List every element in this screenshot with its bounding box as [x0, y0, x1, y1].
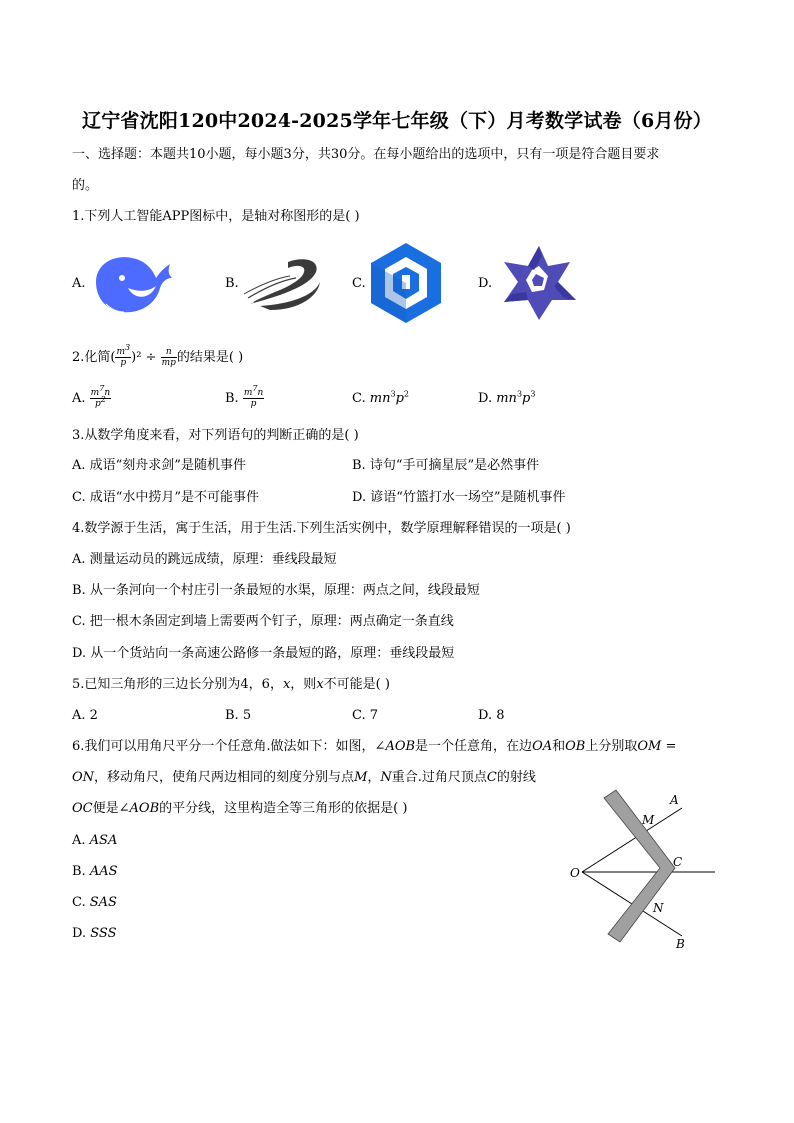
q5-option-a: A. 2 — [72, 708, 98, 723]
q3-option-a: A. 成语“刻舟求剑”是随机事件 — [72, 458, 246, 473]
q2-c-expr2: p — [395, 391, 404, 406]
q5-stem-pre: 5.已知三角形的三边长分别为4，6， — [72, 677, 283, 692]
page-title: 辽宁省沈阳120中2024-2025学年七年级（下）月考数学试卷（6月份） — [82, 110, 712, 132]
q2-a-den: p — [94, 399, 101, 409]
q3-option-d: D. 谚语“竹篮打水一场空”是随机事件 — [352, 490, 566, 505]
q6-line2 — [72, 770, 536, 786]
q2-c-sup1: 3 — [390, 389, 396, 399]
q6-l1-and: 和 — [552, 739, 566, 754]
label-a: A — [670, 793, 679, 807]
q6-a-val: ASA — [89, 833, 118, 848]
q4-option-c: C. 把一根木条固定到墙上需要两个钉子，原理：两点确定一条直线 — [72, 614, 454, 629]
swoosh-icon — [240, 252, 328, 316]
q1-option-a-label: A. — [72, 276, 86, 291]
q5-var: x — [282, 677, 291, 692]
q6-c-val: SAS — [89, 895, 117, 910]
q6-l3-mid: 便是 — [92, 801, 119, 816]
q2-b-num: m — [243, 388, 253, 398]
label-o: O — [570, 866, 580, 880]
q2-option-c-label: C. — [352, 391, 366, 406]
q6-line3 — [72, 801, 407, 817]
q2-a-num: m — [90, 388, 100, 398]
q6-d-val: SSS — [90, 926, 117, 941]
q4-option-b: B. 从一条河向一个村庄引一条最短的水渠，原理：两点之间，线段最短 — [72, 583, 480, 598]
q1-option-c-label: C. — [352, 276, 366, 291]
q2-prefix: 2.化简( — [72, 350, 116, 365]
label-c: C — [673, 855, 683, 869]
q6-l1-om: OM = — [637, 739, 677, 754]
q6-option-c — [72, 895, 117, 911]
q6-option-a — [72, 833, 117, 849]
q2-option-b-fraction — [243, 384, 264, 409]
q2-a-num-tail: n — [104, 388, 111, 398]
q3-stem: 3.从数学角度来看，对下列语句的判断正确的是( ) — [72, 428, 359, 443]
section-heading-line1: 一、选择题：本题共10小题，每小题3分，共30分。在每小题给出的选项中，只有一项是符合题目要求 — [72, 147, 660, 162]
q6-option-d — [72, 926, 117, 942]
q6-l2-mid: ，移动角尺，使角尺两边相同的刻度分别与点 — [94, 770, 355, 785]
q2-fraction-1 — [115, 343, 131, 368]
q5-option-b: B. 5 — [225, 708, 252, 723]
q2-frac2-den: mp — [161, 358, 176, 368]
q5-stem-end: 不可能是( ) — [323, 677, 390, 692]
q4-option-d: D. 从一个货站向一条高速公路修一条最短的路，原理：垂线段最短 — [72, 646, 455, 661]
q2-d-sup2: 3 — [530, 389, 536, 399]
q6-l2-on: ON — [72, 770, 95, 785]
q6-l1-pre: 6.我们可以用角尺平分一个任意角.做法如下：如图， — [72, 739, 375, 754]
q6-b-label: B. — [72, 864, 86, 879]
q2-stem — [72, 343, 243, 373]
q2-a-den-sup: 2 — [100, 395, 106, 404]
q2-b-den: p — [250, 399, 257, 409]
q6-l2-n: N — [380, 770, 392, 785]
star-icon — [498, 242, 580, 324]
q5-var2: x — [316, 677, 324, 692]
q6-l1-angle: ∠AOB — [374, 739, 416, 754]
q2-option-b — [225, 384, 264, 414]
q6-l2-post: 重合.过角尺顶点 — [391, 770, 487, 785]
q2-d-sup1: 3 — [516, 389, 523, 399]
q2-option-d-label: D. — [478, 391, 493, 406]
q6-l3-end: 的平分线，这里构造全等三角形的依据是( ) — [159, 801, 408, 816]
q2-d-expr2: p — [522, 391, 531, 406]
q6-l3-angle: ∠AOB — [118, 801, 160, 816]
q5-stem-post: ，则 — [290, 677, 317, 692]
q6-d-label: D. — [72, 926, 87, 941]
q2-option-b-label: B. — [225, 391, 239, 406]
cube-icon — [369, 241, 443, 325]
q6-line1 — [72, 739, 676, 755]
q2-c-expr: mn — [369, 391, 391, 406]
q2-b-num-sup: 7 — [252, 384, 258, 393]
angle-ruler — [604, 790, 675, 942]
q6-a-label: A. — [72, 833, 86, 848]
q2-frac1-sup: 3 — [125, 343, 131, 352]
q2-frac1-den: p — [120, 358, 127, 368]
q1-option-b-label: B. — [225, 276, 239, 291]
q2-option-a — [72, 384, 111, 414]
q6-l1-ob: OB — [565, 739, 586, 754]
q6-l2-end: 的射线 — [496, 770, 536, 785]
q5-option-c: C. 7 — [352, 708, 379, 723]
q6-l1-oa: OA — [532, 739, 553, 754]
q4-option-a: A. 测量运动员的跳远成绩，原理：垂线段最短 — [72, 552, 337, 567]
q2-option-a-label: A. — [72, 391, 86, 406]
q6-l2-m: M — [354, 770, 368, 785]
q2-suffix: 的结果是( ) — [176, 350, 244, 365]
q2-frac2-num: n — [161, 347, 177, 358]
q5-stem — [72, 677, 390, 693]
label-m: M — [642, 813, 655, 827]
q5-option-d: D. 8 — [478, 708, 505, 723]
q2-fraction-2 — [161, 347, 177, 368]
q6-l2-c: C — [486, 770, 497, 785]
q4-stem: 4.数学源于生活，寓于生活，用于生活.下列生活实例中，数学原理解释错误的一项是( ) — [72, 521, 571, 536]
q2-d-expr: mn — [496, 391, 517, 406]
q6-l1-post: 上分别取 — [585, 739, 638, 754]
angle-bisector-figure — [560, 780, 730, 960]
q3-option-c: C. 成语“水中捞月”是不可能事件 — [72, 490, 260, 505]
q2-middle: )² ÷ — [131, 350, 161, 365]
q6-l2-comma: ， — [367, 770, 381, 785]
label-b: B — [676, 937, 685, 951]
q6-l3-oc: OC — [72, 801, 93, 816]
section-heading-line2: 的。 — [72, 178, 99, 193]
q1-option-d-label: D. — [478, 276, 493, 291]
label-n: N — [653, 901, 664, 915]
q6-option-b — [72, 864, 118, 880]
q2-a-num-sup: 7 — [99, 384, 105, 393]
q3-option-b: B. 诗句“手可摘星辰”是必然事件 — [352, 458, 540, 473]
q6-c-label: C. — [72, 895, 86, 910]
q2-option-d — [478, 391, 535, 407]
q2-frac1-num: m — [116, 347, 126, 357]
q2-b-num-tail: n — [257, 388, 264, 398]
q2-c-sup2: 2 — [403, 389, 409, 399]
q2-option-a-fraction — [90, 384, 111, 409]
q6-b-val: AAS — [89, 864, 118, 879]
whale-icon — [88, 248, 180, 318]
q1-stem: 1.下列人工智能APP图标中，是轴对称图形的是( ) — [72, 209, 360, 224]
q6-l1-mid: 是一个任意角，在边 — [415, 739, 533, 754]
q2-option-c — [352, 391, 409, 407]
